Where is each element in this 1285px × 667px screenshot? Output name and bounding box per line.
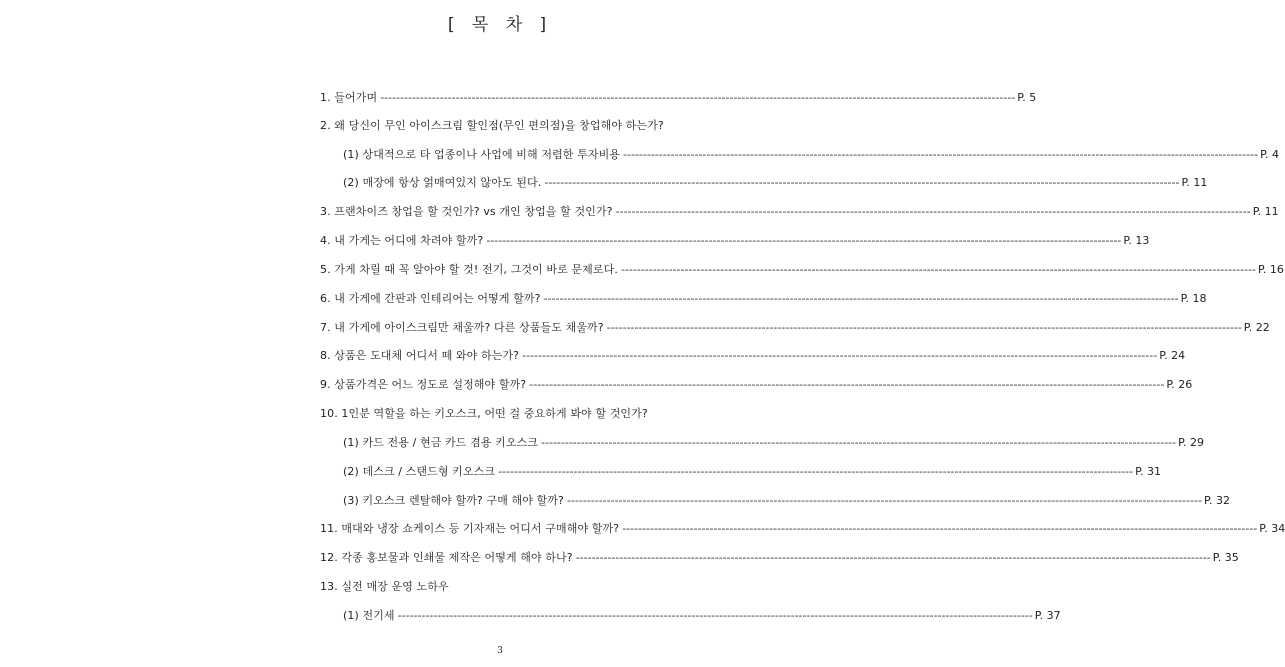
dot-leader: ---------------------------------------------------------------------------------------------------------------------------------------------------------------- [522,349,1158,362]
toc-entry-13 [320,577,700,597]
toc-entry-label: (2) 매장에 항상 얽매여있지 않아도 된다. [343,176,542,189]
toc-entry-page: P. 26 [1166,378,1193,391]
toc-entry-label: 11. 매대와 냉장 쇼케이스 등 기자재는 어디서 구매해야 할까? [320,522,620,535]
toc-entry-label: (1) 카드 전용 / 현금 카드 겸용 키오스크 [343,436,539,449]
toc-entry-9 [320,375,1193,395]
toc-entry-12 [320,548,1239,568]
toc-entry-label: (3) 키오스크 렌탈해야 할까? 구매 해야 할까? [343,494,564,507]
toc-entry-label: 1. 들어가며 [320,91,378,104]
dot-leader: ---------------------------------------------------------------------------------------------------------------------------------------------------------------- [529,378,1165,391]
toc-subentry-2-2 [343,173,1208,193]
toc-entry-label: (1) 상대적으로 타 업종이나 사업에 비해 저렴한 투자비용 [343,148,621,161]
dot-leader: ---------------------------------------------------------------------------------------------------------------------------------------------------------------- [541,436,1177,449]
dot-leader: ---------------------------------------------------------------------------------------------------------------------------------------------------------------- [498,465,1134,478]
toc-entry-label: (2) 데스크 / 스탠드형 키오스크 [343,465,496,478]
toc-entry-page: P. 31 [1135,465,1162,478]
toc-entry-10 [320,404,700,424]
toc-entry-label: 10. 1인분 역할을 하는 키오스크, 어떤 걸 중요하게 봐야 할 것인가? [320,407,648,420]
toc-entry-8 [320,346,1186,366]
toc-entry-page: P. 24 [1159,349,1186,362]
toc-subentry-10-1 [343,433,1205,453]
toc-subentry-10-3 [343,491,1230,511]
toc-entry-label: 6. 내 가게에 간판과 인테리어는 어떻게 할까? [320,292,541,305]
toc-entry-11 [320,519,1285,539]
dot-leader: ---------------------------------------------------------------------------------------------------------------------------------------------------------------- [543,292,1179,305]
toc-entry-page: P. 32 [1204,494,1230,507]
toc-title: [ 목 차 ] [447,15,553,35]
toc-entry-page: P. 16 [1258,263,1284,276]
toc-entry-page: P. 22 [1243,321,1270,334]
toc-entry-label: 4. 내 가게는 어디에 차려야 할까? [320,234,484,247]
toc-entry-4 [320,231,1150,251]
page-number: 3 [497,646,503,656]
dot-leader: ---------------------------------------------------------------------------------------------------------------------------------------------------------------- [623,148,1259,161]
toc-entry-page: P. 18 [1180,292,1207,305]
toc-entry-label: 7. 내 가게에 아이스크림만 채울까? 다른 상품들도 채울까? [320,321,604,334]
toc-entry-page: P. 29 [1178,436,1205,449]
dot-leader: ---------------------------------------------------------------------------------------------------------------------------------------------------------------- [566,494,1203,507]
dot-leader: ---------------------------------------------------------------------------------------------------------------------------------------------------------------- [486,234,1122,247]
toc-entry-6 [320,289,1207,309]
toc-entry-2 [320,116,700,136]
dot-leader: ---------------------------------------------------------------------------------------------------------------------------------------------------------------- [620,263,1257,276]
toc-entry-page: P. 4 [1260,148,1280,161]
toc-entry-label: (1) 전기세 [343,609,395,622]
toc-entry-7 [320,318,1270,338]
dot-leader: ---------------------------------------------------------------------------------------------------------------------------------------------------------------- [575,551,1211,564]
dot-leader: ---------------------------------------------------------------------------------------------------------------------------------------------------------------- [622,522,1258,535]
toc-entry-label: 13. 실전 매장 운영 노하우 [320,580,449,593]
toc-entry-page: P. 37 [1034,609,1061,622]
toc-entry-page: P. 13 [1123,234,1150,247]
toc-entry-label: 3. 프랜차이즈 창업을 할 것인가? vs 개인 창업을 할 것인가? [320,205,613,218]
toc-entry-5 [320,260,1284,280]
toc-entry-page: P. 11 [1252,205,1279,218]
toc-entry-1 [320,88,1037,108]
toc-subentry-2-1 [343,145,1280,165]
toc-entry-page: P. 11 [1181,176,1208,189]
toc-entry-page: P. 5 [1017,91,1037,104]
toc-entry-page: P. 35 [1212,551,1239,564]
dot-leader: ---------------------------------------------------------------------------------------------------------------------------------------------------------------- [397,609,1033,622]
dot-leader: ---------------------------------------------------------------------------------------------------------------------------------------------------------------- [606,321,1242,334]
dot-leader: ---------------------------------------------------------------------------------------------------------------------------------------------------------------- [544,176,1180,189]
toc-subentry-10-2 [343,462,1162,482]
toc-entry-label: 8. 상품은 도대체 어디서 떼 와야 하는가? [320,349,520,362]
toc-entry-3 [320,202,1279,222]
toc-entry-label: 9. 상품가격은 어느 정도로 설정해야 할까? [320,378,527,391]
toc-entry-label: 12. 각종 홍보물과 인쇄물 제작은 어떻게 해야 하나? [320,551,573,564]
toc-entry-label: 5. 가게 차릴 때 꼭 알아야 할 것! 전기, 그것이 바로 문제로다. [320,263,618,276]
dot-leader: ---------------------------------------------------------------------------------------------------------------------------------------------------------------- [615,205,1251,218]
toc-entry-label: 2. 왜 당신이 무인 아이스크림 할인점(무인 편의점)을 창업해야 하는가? [320,119,664,132]
toc-entry-page: P. 34 [1259,522,1285,535]
dot-leader: ---------------------------------------------------------------------------------------------------------------------------------------------------------------- [380,91,1016,104]
toc-subentry-13-1 [343,606,1061,626]
